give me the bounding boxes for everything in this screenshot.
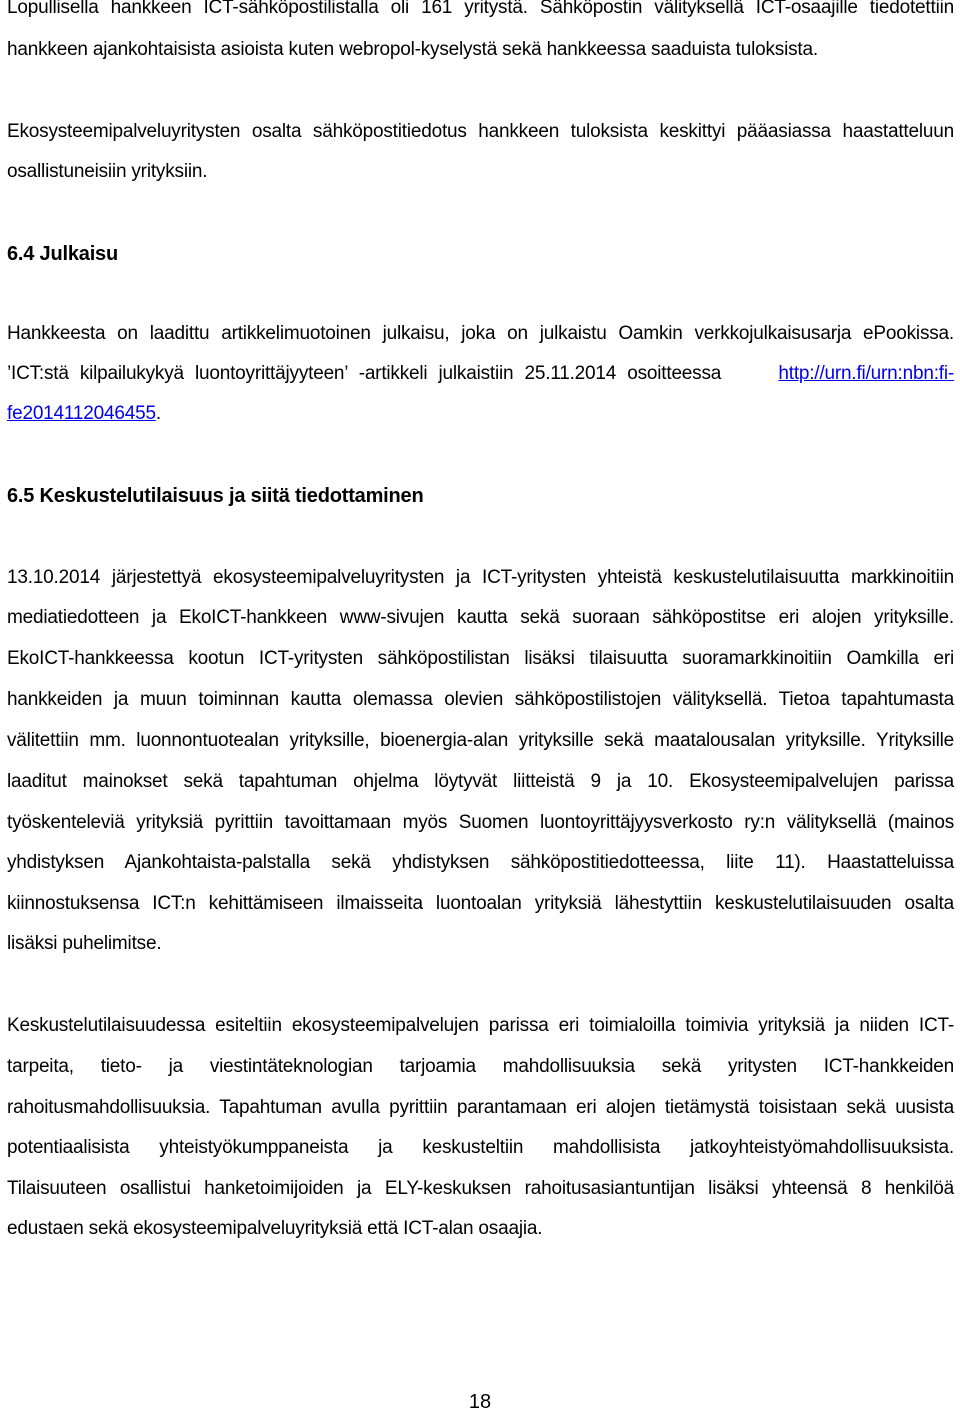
paragraph-line: hankkeiden ja muun toiminnan kautta olemassa olevien sähköpostilistojen välityksellä. Tietoa tapahtumasta bbox=[7, 689, 954, 710]
paragraph-line: tarpeita, tieto- ja viestintäteknologian tarjoamia mahdollisuuksia sekä yritysten ICT-hankkeiden bbox=[7, 1056, 954, 1077]
ekosysteemi-line-1: Ekosysteemipalveluyritysten osalta sähköpostitiedotus hankkeen tuloksista keskittyi pääasiassa haastatteluun bbox=[7, 121, 954, 142]
paragraph-line: kiinnostuksensa ICT:n kehittämiseen ilmaisseita luontoalan yrityksiä lähestyttiin keskustelutilaisuuden osalta bbox=[7, 893, 954, 914]
paragraph-line: Keskustelutilaisuudessa esiteltiin ekosysteemipalvelujen parissa eri toimialoilla toimivia yrityksiä ja niiden ICT- bbox=[7, 1015, 954, 1036]
ekosysteemi-line-2: osallistuneisiin yrityksiin. bbox=[7, 161, 208, 182]
section-6-4-heading: 6.4 Julkaisu bbox=[7, 243, 118, 265]
paragraph-line: mediatiedotteen ja EkoICT-hankkeen www-sivujen kautta sekä suoraan sähköpostitse eri alojen yrityksille. bbox=[7, 607, 954, 628]
paragraph-line: yhdistyksen Ajankohtaista-palstalla sekä yhdistyksen sähköpostitiedotteessa, liite 11). Haastatteluissa bbox=[7, 852, 954, 873]
julkaisu-line-2-text: ’ICT:stä kilpailukykyä luontoyrittäjyyteen’ -artikkeli julkaistiin 25.11.2014 osoitteessa bbox=[7, 363, 722, 384]
urn-link-part-1[interactable]: http://urn.fi/urn:nbn:fi- bbox=[778, 363, 954, 384]
paragraph-line: Tilaisuuteen osallistui hanketoimijoiden ja ELY-keskuksen rahoitusasiantuntijan lisäksi yhteensä 8 henkilöä bbox=[7, 1178, 954, 1199]
intro-line-1: Lopullisella hankkeen ICT-sähköpostilistalla oli 161 yritystä. Sähköpostin välityksellä ICT-osaajille tiedotettiin bbox=[7, 0, 954, 18]
paragraph-line: työskenteleviä yrityksiä pyrittiin tavoittamaan myös Suomen luontoyrittäjyysverkosto ry:n välityksellä (mainos bbox=[7, 812, 954, 833]
section-6-5-heading: 6.5 Keskustelutilaisuus ja siitä tiedottaminen bbox=[7, 485, 424, 507]
julkaisu-line-3 bbox=[7, 402, 161, 426]
paragraph-line: edustaen sekä ekosysteemipalveluyrityksiä että ICT-alan osaajia. bbox=[7, 1218, 543, 1239]
paragraph-line: lisäksi puhelimitse. bbox=[7, 933, 162, 954]
paragraph-line: 13.10.2014 järjestettyä ekosysteemipalveluyritysten ja ICT-yritysten yhteistä keskustelutilaisuutta markkinoitiin bbox=[7, 567, 954, 588]
paragraph-line: välitettiin mm. luonnontuotealan yrityksille, bioenergia-alan yrityksille sekä maatalousalan yrityksille. Yrityksille bbox=[7, 730, 954, 751]
paragraph-line: EkoICT-hankkeessa kootun ICT-yritysten sähköpostilistan lisäksi tilaisuutta suoramarkkinoitiin Oamkilla eri bbox=[7, 648, 954, 669]
julkaisu-line-3-tail: . bbox=[155, 403, 161, 424]
julkaisu-line-1: Hankkeesta on laadittu artikkelimuotoinen julkaisu, joka on julkaistu Oamkin verkkojulkaisusarja ePookissa. bbox=[7, 323, 954, 344]
page-number: 18 bbox=[468, 1391, 492, 1413]
paragraph-line: rahoitusmahdollisuuksia. Tapahtuman avulla pyrittiin parantamaan eri alojen tietämystä toisistaan sekä uusista bbox=[7, 1097, 954, 1118]
julkaisu-line-2 bbox=[7, 362, 954, 386]
paragraph-line: laaditut mainokset sekä tapahtuman ohjelma löytyvät liitteistä 9 ja 10. Ekosysteemipalvelujen parissa bbox=[7, 771, 954, 792]
intro-line-2: hankkeen ajankohtaisista asioista kuten webropol-kyselystä sekä hankkeessa saaduista tuloksista. bbox=[7, 39, 818, 60]
urn-link-part-2[interactable]: fe2014112046455 bbox=[7, 403, 156, 424]
paragraph-line: potentiaalisista yhteistyökumppaneista ja keskusteltiin mahdollisista jatkoyhteistyömahdollisuuksista. bbox=[7, 1137, 954, 1158]
